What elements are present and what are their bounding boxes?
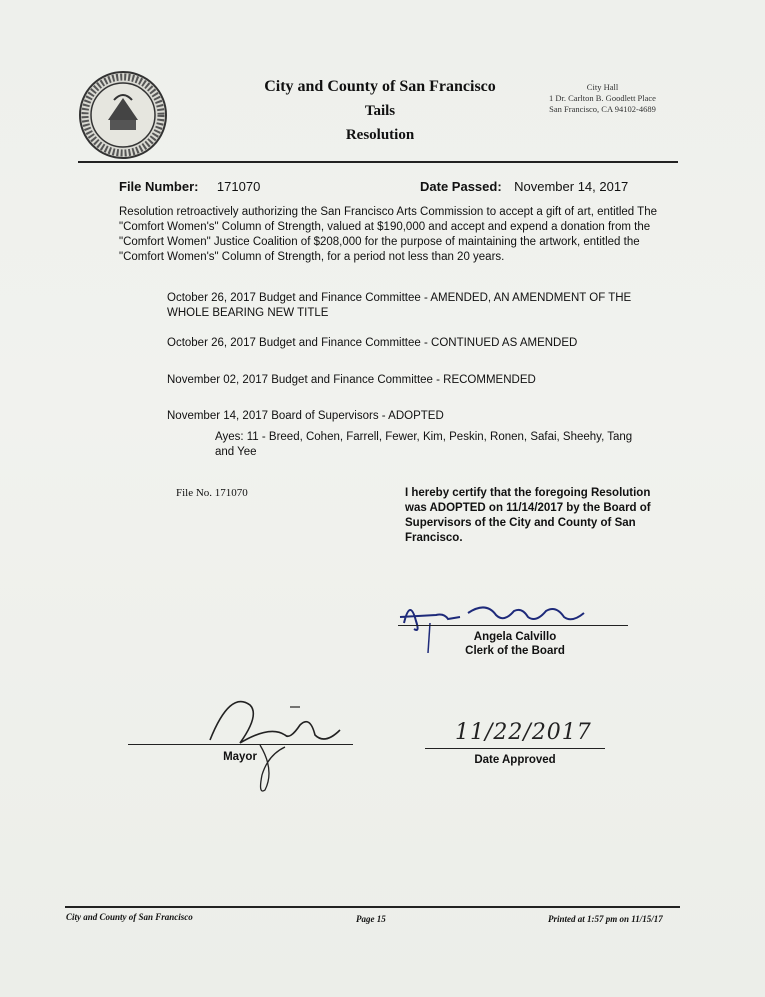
address-line: San Francisco, CA 94102-4689 [549, 104, 656, 114]
clerk-signature-line [398, 625, 628, 626]
address-line: 1 Dr. Carlton B. Goodlett Place [549, 93, 656, 103]
date-passed-label: Date Passed: [420, 179, 502, 194]
date-approved-label: Date Approved [474, 754, 556, 766]
date-approved-value: 11/22/2017 [455, 720, 592, 745]
header-divider [78, 161, 678, 163]
history-item: November 14, 2017 Board of Supervisors - ADOPTED [167, 410, 444, 422]
history-item: October 26, 2017 Budget and Finance Committee - CONTINUED AS AMENDED [167, 337, 578, 349]
footer-divider [65, 906, 680, 908]
file-number-value: 171070 [216, 179, 261, 194]
file-number-label: File Number: [119, 179, 199, 194]
document-subtitle: Tails [364, 103, 396, 119]
date-passed-value: November 14, 2017 [514, 179, 629, 194]
clerk-title: Clerk of the Board [465, 645, 565, 657]
city-title: City and County of San Francisco [264, 78, 496, 95]
resolution-description: Resolution retroactively authorizing the San Francisco Arts Commission to accept a gift of art, entitled The "Comfort Women's" Column of Strength, valued at $190,000 and accept and expend a donation from the "Comfort Women" Justice Coalition of $208,000 for the purpose of maintaining the artwork, entitled the "Comfort Women's" Column of Strength, for a period not less than 20 years. [119, 206, 657, 263]
mayor-label: Mayor [223, 751, 257, 763]
mayor-signature-line [128, 744, 353, 745]
date-passed-row [420, 178, 628, 196]
history-item: October 26, 2017 Budget and Finance Committee - AMENDED, AN AMENDMENT OF THE WHOLE BEARING NEW TITLE [167, 292, 632, 319]
date-approved-line [425, 748, 605, 749]
mayor-signature-icon [190, 685, 350, 800]
file-no: File No. 171070 [176, 487, 248, 499]
file-number-row [119, 178, 260, 196]
certification-text: I hereby certify that the foregoing Resolution was ADOPTED on 11/14/2017 by the Board of Supervisors of the City and County of San Francisco. [405, 487, 651, 544]
address-line: City Hall [586, 82, 619, 92]
footer-printed: Printed at 1:57 pm on 11/15/17 [548, 914, 663, 924]
clerk-name: Angela Calvillo [473, 631, 557, 643]
city-seal-icon [78, 70, 168, 160]
footer-city: City and County of San Francisco [66, 912, 193, 922]
history-item: November 02, 2017 Budget and Finance Committee - RECOMMENDED [167, 374, 536, 386]
address-block [530, 82, 675, 115]
ayes-list: Ayes: 11 - Breed, Cohen, Farrell, Fewer, Kim, Peskin, Ronen, Safai, Sheehy, Tang and Yee [215, 431, 633, 458]
document-type: Resolution [345, 127, 415, 143]
footer-page: Page 15 [356, 914, 386, 924]
